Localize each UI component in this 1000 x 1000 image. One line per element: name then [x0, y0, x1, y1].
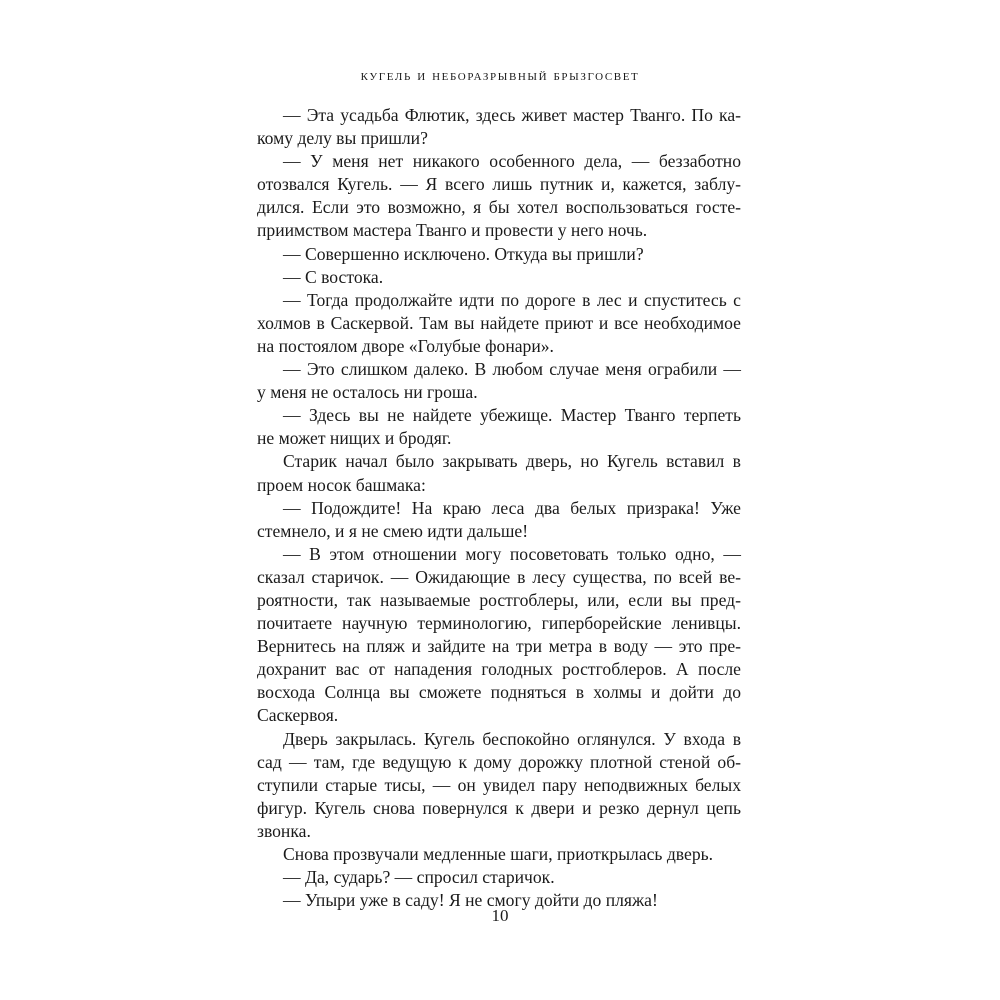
text-line: дился. Если это возможно, я бы хотел воспользоваться госте-	[257, 197, 741, 218]
text-line: — Подождите! На краю леса два белых призрака! Уже	[283, 497, 741, 518]
text-line: Снова прозвучали медленные шаги, приоткрылась дверь.	[283, 844, 714, 864]
text-line: сказал старичок. — Ожидающие в лесу существа, по всей ве-	[257, 566, 741, 587]
text-line: почитаете научную терминологию, гиперборейские ленивцы.	[257, 613, 741, 634]
text-line: фигур. Кугель снова повернулся к двери и резко дернул цепь	[257, 797, 741, 818]
running-head-text: кугель и неборазрывный брызгосвет	[360, 68, 640, 84]
page-number: 10	[491, 906, 509, 925]
text-line: Вернитесь на пляж и зайдите на три метра в воду — это пре-	[257, 636, 741, 657]
text-line: восхода Солнца вы сможете подняться в холмы и дойти до	[257, 682, 741, 703]
text-line: — Это слишком далеко. В любом случае меня ограбили —	[283, 359, 741, 380]
text-line: отозвался Кугель. — Я всего лишь путник и, кажется, заблу-	[257, 174, 741, 195]
text-line: на постоялом дворе «Голубые фонари».	[257, 335, 554, 356]
text-line: ступили старые тисы, — он увидел пару неподвижных белых	[257, 774, 741, 795]
text-line: — Да, сударь? — спросил старичок.	[283, 867, 555, 888]
text-line: сад — там, где ведущую к дому дорожку плотной стеной об-	[257, 751, 741, 772]
text-line: дохранит вас от нападения голодных ростгоблеров. А после	[257, 659, 741, 680]
text-line: кому делу вы пришли?	[257, 128, 428, 149]
text-line: проем носок башмака:	[257, 474, 426, 495]
text-line: не может нищих и бродяг.	[257, 428, 452, 449]
text-line: — В этом отношении могу посоветовать только одно, —	[283, 543, 741, 564]
text-line: стемнело, и я не смею идти дальше!	[257, 520, 529, 541]
text-line: — Эта усадьба Флютик, здесь живет мастер Тванго. По ка-	[283, 105, 741, 125]
text-line: Дверь закрылась. Кугель беспокойно оглянулся. У входа в	[283, 728, 741, 749]
text-line: холмов в Саскервой. Там вы найдете приют и все необходимое	[257, 312, 741, 333]
text-line: — Здесь вы не найдете убежище. Мастер Тванго терпеть	[283, 405, 741, 426]
text-line: Саскервоя.	[257, 705, 339, 726]
text-line: — Тогда продолжайте идти по дороге в лес и спуститесь с	[283, 289, 741, 310]
text-line: — Упыри уже в саду! Я не смогу дойти до пляжа!	[283, 890, 658, 911]
body-text	[257, 104, 741, 912]
text-line: — Совершенно исключено. Откуда вы пришли?	[283, 243, 644, 264]
text-line: приимством мастера Тванго и провести у него ночь.	[257, 220, 648, 241]
text-line: звонка.	[257, 820, 311, 841]
text-line: у меня не осталось ни гроша.	[257, 382, 478, 403]
running-head	[0, 68, 1000, 85]
text-line: Старик начал было закрывать дверь, но Кугель вставил в	[283, 451, 741, 472]
text-line: роятности, так называемые ростгоблеры, или, если вы пред-	[257, 589, 741, 610]
text-line: — С востока.	[283, 266, 384, 287]
text-line: — У меня нет никакого особенного дела, — беззаботно	[283, 151, 741, 172]
